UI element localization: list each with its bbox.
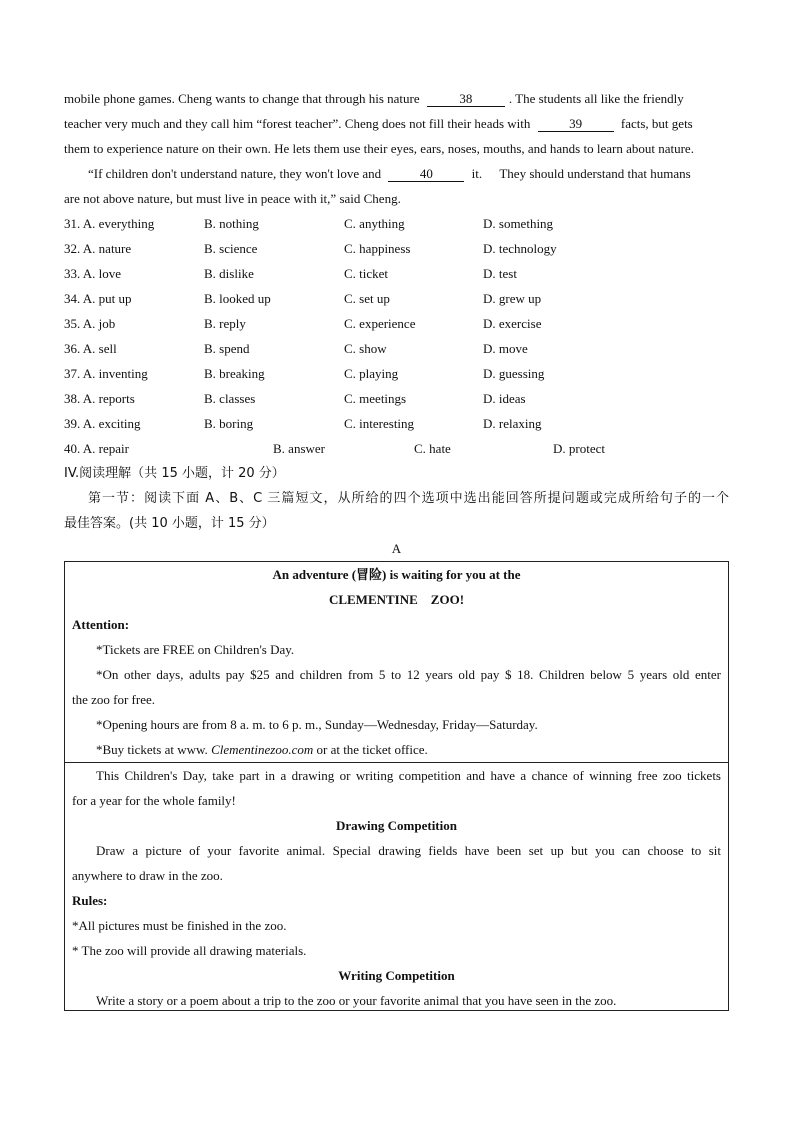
blank-40: 40 xyxy=(388,166,464,182)
option: D. relaxing xyxy=(483,416,542,431)
text: or at the ticket office. xyxy=(313,742,428,757)
website-link[interactable]: Clementinezoo.com xyxy=(211,742,314,757)
option: B. reply xyxy=(204,316,246,331)
option: B. nothing xyxy=(204,216,259,231)
option: D. grew up xyxy=(483,291,542,306)
drawing-competition-title: Drawing Competition xyxy=(336,818,457,833)
option: D. something xyxy=(483,216,554,231)
passage-line xyxy=(64,111,729,136)
options-list xyxy=(64,211,729,461)
option-row xyxy=(64,386,729,411)
notice-item: *Opening hours are from 8 a. m. to 6 p. m., Sunday—Wednesday, Friday—Saturday. xyxy=(96,717,538,732)
option-row xyxy=(64,336,729,361)
option: 34. A. put up xyxy=(64,291,132,306)
section-heading: IV.阅读理解（共 15 小题，计 20 分） xyxy=(64,466,285,481)
text: *Buy tickets at www. xyxy=(96,742,212,757)
writing-text: Write a story or a poem about a trip to the zoo or your favorite animal that you have seen in the zoo. xyxy=(96,993,617,1008)
section-instructions: 第一节：阅读下面 A、B、C 三篇短文，从所给的四个选项中选出能回答所提问题或完成所给句子的一个 xyxy=(88,491,729,506)
passage-label: A xyxy=(391,541,402,556)
option: C. show xyxy=(344,341,387,356)
text: “If children don't understand nature, they won't love and xyxy=(88,166,382,181)
rule-item: *All pictures must be finished in the zoo. xyxy=(72,918,287,933)
option: 38. A. reports xyxy=(64,391,135,406)
option: D. technology xyxy=(483,241,557,256)
option: B. dislike xyxy=(204,266,254,281)
option: B. classes xyxy=(204,391,256,406)
option: D. ideas xyxy=(483,391,526,406)
option: B. science xyxy=(204,241,258,256)
option: C. ticket xyxy=(344,266,389,281)
attention-label: Attention: xyxy=(72,617,130,632)
option: 33. A. love xyxy=(64,266,122,281)
option: D. move xyxy=(483,341,528,356)
option-row xyxy=(64,361,729,386)
option: D. test xyxy=(483,266,517,281)
option: C. happiness xyxy=(344,241,411,256)
blank-39: 39 xyxy=(538,116,614,132)
option: C. hate xyxy=(414,441,451,456)
option: D. protect xyxy=(553,441,605,456)
option-row xyxy=(64,411,729,436)
option: D. guessing xyxy=(483,366,545,381)
option: 32. A. nature xyxy=(64,241,132,256)
text: mobile phone games. Cheng wants to change that through his nature xyxy=(64,91,420,106)
option: 39. A. exciting xyxy=(64,416,141,431)
option: B. spend xyxy=(204,341,250,356)
option: C. anything xyxy=(344,216,405,231)
option: B. boring xyxy=(204,416,254,431)
option-row xyxy=(64,311,729,336)
passage-line xyxy=(64,86,729,111)
option: C. playing xyxy=(344,366,399,381)
text: . The students all like the friendly xyxy=(508,91,684,106)
ad-title: An adventure (冒险) is waiting for you at the xyxy=(272,567,521,582)
text: teacher very much and they call him “forest teacher”. Cheng does not fill their heads with xyxy=(64,116,531,131)
option: 35. A. job xyxy=(64,316,116,331)
text: it. xyxy=(471,166,483,181)
option: 36. A. sell xyxy=(64,341,117,356)
notice-item: *Tickets are FREE on Children's Day. xyxy=(96,642,295,657)
option: D. exercise xyxy=(483,316,542,331)
drawing-text: Draw a picture of your favorite animal. Special drawing fields have been set up but you can choose to sit xyxy=(96,843,721,858)
option: B. breaking xyxy=(204,366,265,381)
ad-subtitle: CLEMENTINE ZOO! xyxy=(328,592,465,607)
intro-text-cont: for a year for the whole family! xyxy=(72,793,236,808)
text: They should understand that humans xyxy=(499,166,691,181)
rule-item: * The zoo will provide all drawing materials. xyxy=(72,943,307,958)
blank-38: 38 xyxy=(427,91,505,107)
option: C. meetings xyxy=(344,391,407,406)
notice-item: *On other days, adults pay $25 and children from 5 to 12 years old pay $ 18. Children below 5 years old enter xyxy=(96,667,721,682)
notice-item-cont: the zoo for free. xyxy=(72,692,156,707)
option-row xyxy=(64,211,729,236)
section-instructions-cont: 最佳答案。(共 10 小题，计 15 分） xyxy=(64,516,275,531)
passage-line: are not above nature, but must live in peace with it,” said Cheng. xyxy=(64,191,401,206)
option: 31. A. everything xyxy=(64,216,155,231)
zoo-ad-box xyxy=(64,561,729,1011)
passage-line: them to experience nature on their own. He lets them use their eyes, ears, noses, mouths, and hands to learn about nature. xyxy=(64,141,694,156)
option-row xyxy=(64,436,729,461)
intro-text: This Children's Day, take part in a drawing or writing competition and have a chance of winning free zoo tickets xyxy=(96,768,721,783)
text: facts, but gets xyxy=(620,116,693,131)
passage-line xyxy=(64,161,729,186)
passage xyxy=(64,86,729,561)
option: C. experience xyxy=(344,316,416,331)
option: 37. A. inventing xyxy=(64,366,148,381)
option: B. looked up xyxy=(204,291,271,306)
option-row xyxy=(64,261,729,286)
notice-item xyxy=(72,737,721,762)
option-row xyxy=(64,236,729,261)
rules-label: Rules: xyxy=(72,893,108,908)
writing-competition-title: Writing Competition xyxy=(338,968,455,983)
option-row xyxy=(64,286,729,311)
option: C. interesting xyxy=(344,416,415,431)
option: C. set up xyxy=(344,291,390,306)
option: B. answer xyxy=(273,441,325,456)
option: 40. A. repair xyxy=(64,441,129,456)
drawing-text-cont: anywhere to draw in the zoo. xyxy=(72,868,223,883)
